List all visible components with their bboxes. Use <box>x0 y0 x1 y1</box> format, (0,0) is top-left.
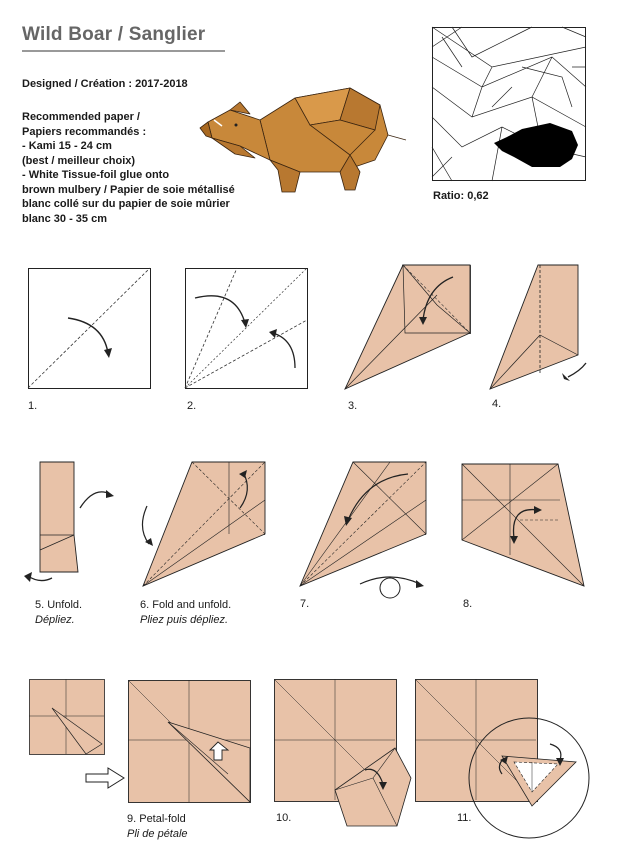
step-9-diagram <box>28 678 266 824</box>
step-4-diagram <box>490 265 590 391</box>
step-caption-fr: Pliez puis dépliez. <box>140 614 229 626</box>
step-number: 8. <box>463 598 473 610</box>
paper-line: - Kami 15 - 24 cm <box>22 140 112 152</box>
step-9-caption <box>127 812 188 842</box>
paper-line: blanc 30 - 35 cm <box>22 212 107 225</box>
step-5-caption <box>35 598 82 628</box>
step-number: 4. <box>492 398 502 410</box>
step-7-diagram <box>296 460 441 610</box>
boar-model-illustration <box>200 80 415 200</box>
step-number: 6. Fold and unfold. <box>140 599 232 611</box>
step-1-diagram <box>28 268 152 390</box>
crease-pattern <box>432 27 586 181</box>
step-10-diagram <box>273 678 413 838</box>
step-2-diagram <box>185 268 309 390</box>
page-title: Wild Boar / Sanglier <box>22 24 206 45</box>
step-number: 5. Unfold. <box>35 599 83 611</box>
step-number: 9. Petal-fold <box>127 813 186 825</box>
step-11-diagram <box>414 678 604 838</box>
step-8-diagram <box>460 460 590 590</box>
step-number: 10. <box>276 812 292 824</box>
step-6-caption <box>140 598 231 628</box>
paper-line: brown mulbery / Papier de soie métallisé <box>22 183 235 196</box>
step-number: 7. <box>300 598 310 610</box>
ratio-label: Ratio: 0,62 <box>433 190 489 202</box>
step-caption-fr: Pli de pétale <box>127 828 188 840</box>
paper-line: (best / meilleur choix) <box>22 154 136 167</box>
step-6-diagram <box>135 460 270 590</box>
step-number: 3. <box>348 400 358 412</box>
step-number: 2. <box>187 400 197 412</box>
step-number: 1. <box>28 400 38 412</box>
step-5-diagram <box>22 460 122 590</box>
title-underline <box>22 50 225 52</box>
step-caption-fr: Dépliez. <box>35 614 75 626</box>
paper-line: - White Tissue-foil glue onto <box>22 169 170 181</box>
paper-line: Papiers recommandés : <box>22 125 147 138</box>
paper-line: blanc collé sur du papier de soie mûrier <box>22 198 230 210</box>
step-3-diagram <box>345 265 475 391</box>
designed-date: Designed / Création : 2017-2018 <box>22 78 188 90</box>
step-number: 11. <box>457 812 472 824</box>
paper-line: Recommended paper / <box>22 111 140 123</box>
